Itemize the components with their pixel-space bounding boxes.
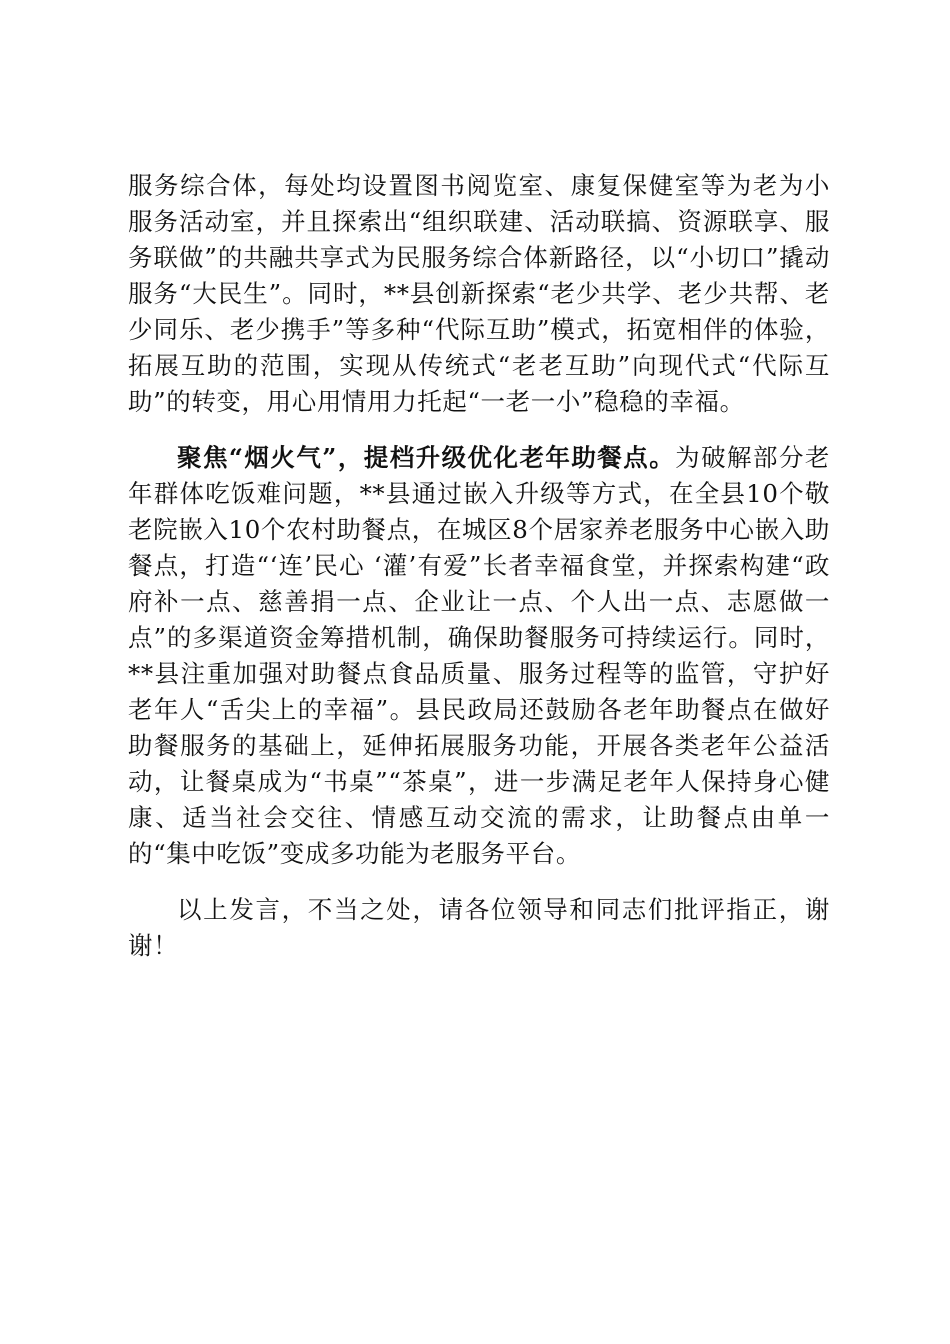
closing-text: 以上发言，不当之处，请各位领导和同志们批评指正，谢谢！ [128,895,830,960]
document-body [128,168,830,964]
paragraph-text: 服务综合体，每处均设置图书阅览室、康复保健室等为老为小服务活动室，并且探索出“组织联建、活动联搞、资源联享、服务联做”的共融共享式为民服务综合体新路径，以“小切口”撬动服务“大民生”。同时，**县创新探索“老少共学、老少共帮、老少同乐、老少携手”等多种“代际互助”模式，拓宽相伴的体验，拓展互助的范围，实现从传统式“老老互助”向现代式“代际互助”的转变，用心用情用力托起“一老一小”稳稳的幸福。 [128,171,830,416]
paragraph-service-complex [128,168,830,420]
paragraph-closing [128,892,830,964]
paragraph-text: 为破解部分老年群体吃饭难问题，**县通过嵌入升级等方式，在全县10个敬老院嵌入10个农村助餐点，在城区8个居家养老服务中心嵌入助餐点，打造“‘连’民心 ‘灌’有爱”长者幸福食堂，并探索构建“政府补一点、慈善捐一点、企业让一点、个人出一点、志愿做一点”的多渠道资金筹措机制，确保助餐服务可持续运行。同时，**县注重加强对助餐点食品质量、服务过程等的监管，守护好老年人“舌尖上的幸福”。县民政局还鼓励各老年助餐点在做好助餐服务的基础上，延伸拓展服务功能，开展各类老年公益活动，让餐桌成为“书桌”“茶桌”，进一步满足老年人保持身心健康、适当社会交往、情感互动交流的需求，让助餐点由单一的“集中吃饭”变成多功能为老服务平台。 [128,443,830,868]
paragraph-meal-service [128,440,830,872]
paragraph-heading: 聚焦“烟火气”，提档升级优化老年助餐点。 [177,443,676,472]
